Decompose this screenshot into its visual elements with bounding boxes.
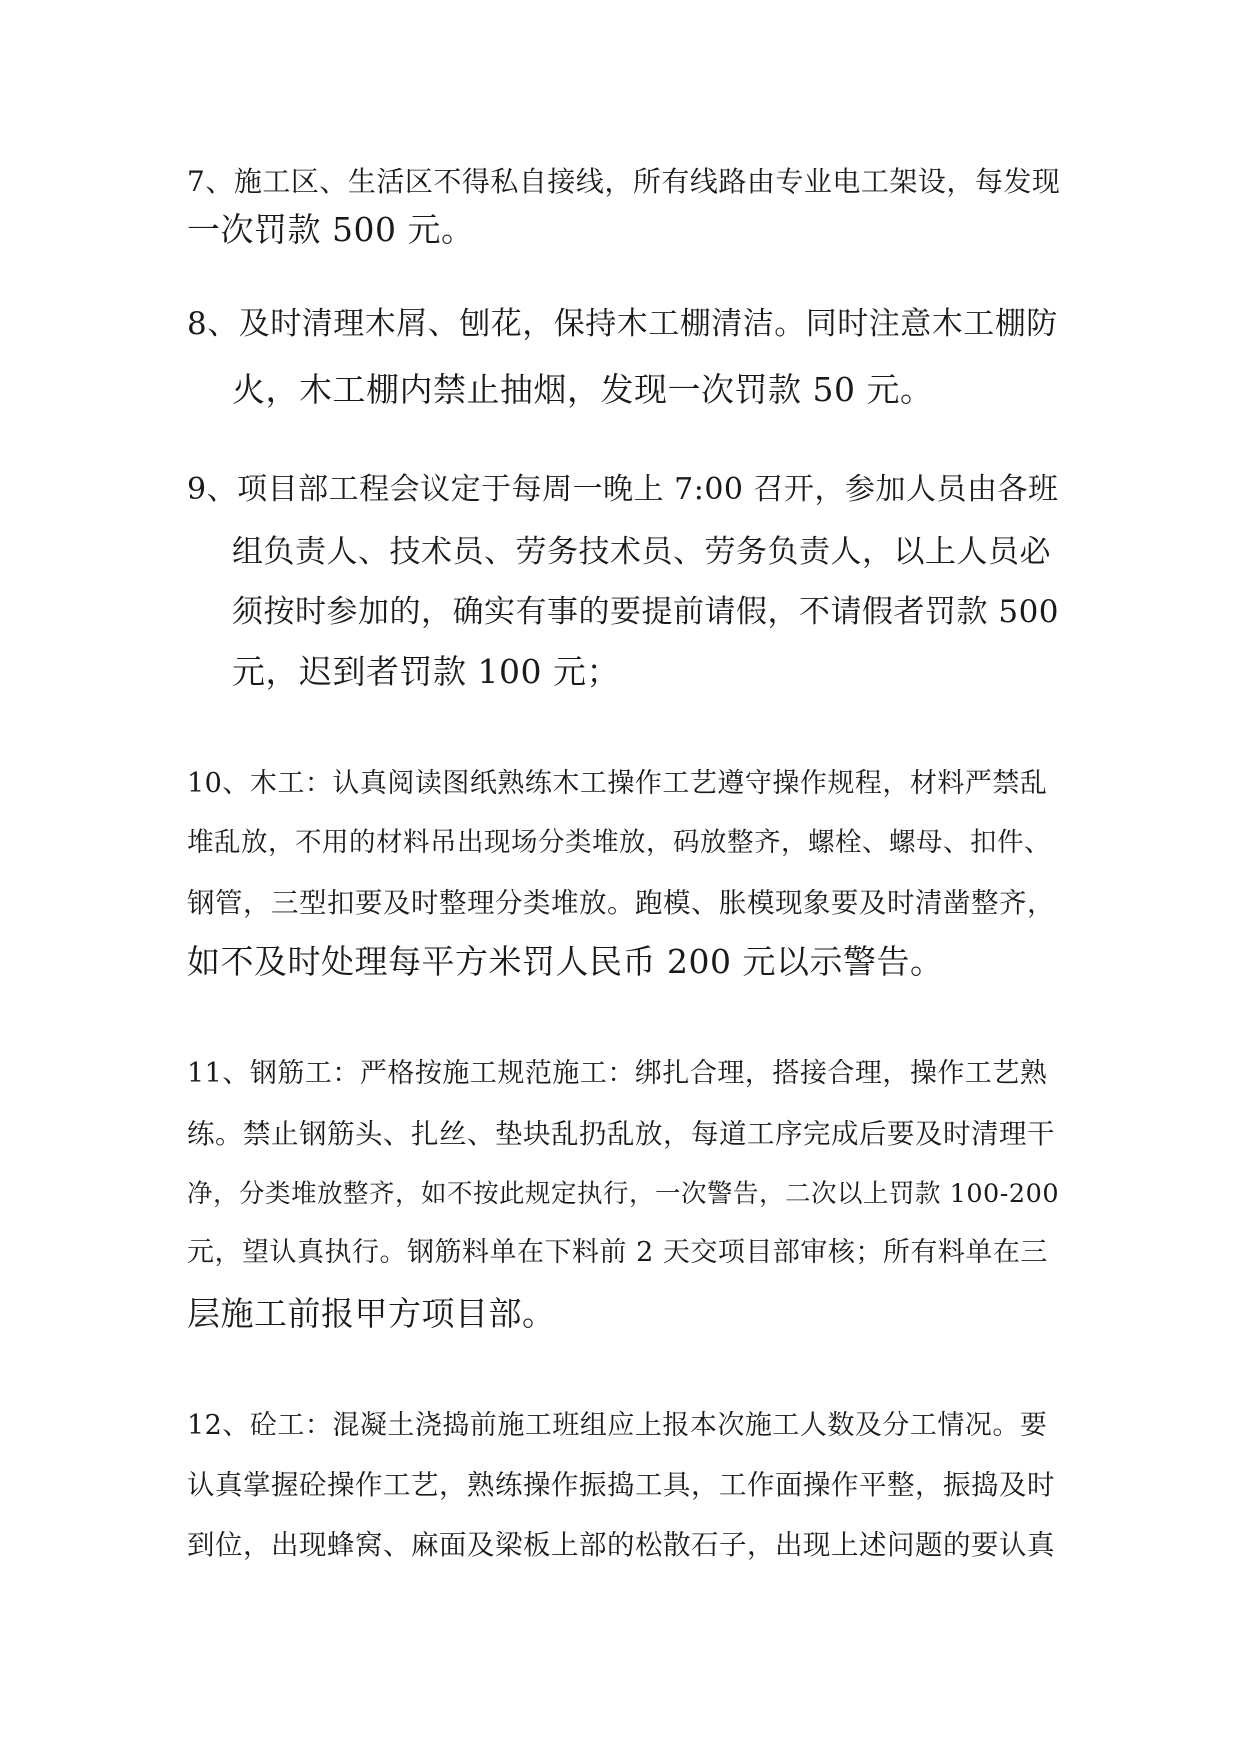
item-12-line-1: 12、砼工：混凝土浇捣前施工班组应上报本次施工人数及分工情况。要 <box>187 1410 1048 1441</box>
item-10-line-1: 10、木工：认真阅读图纸熟练木工操作工艺遵守操作规程，材料严禁乱 <box>187 768 1048 799</box>
item-8-line-1: 8、及时清理木屑、刨花，保持木工棚清洁。同时注意木工棚防 <box>187 306 1058 342</box>
item-10-line-2: 堆乱放，不用的材料吊出现场分类堆放，码放整齐，螺栓、螺母、扣件、 <box>187 827 1051 858</box>
item-7-line-1: 7、施工区、生活区不得私自接线，所有线路由专业电工架设，每发现 <box>187 165 1061 198</box>
item-7-line-2: 一次罚款 500 元。 <box>187 210 475 249</box>
item-9-line-1: 9、项目部工程会议定于每周一晚上 7:00 召开，参加人员由各班 <box>187 472 1059 507</box>
item-12-line-2: 认真掌握砼操作工艺，熟练操作振捣工具，工作面操作平整，振捣及时 <box>187 1469 1055 1501</box>
item-9-line-4: 元，迟到者罚款 100 元； <box>232 652 620 691</box>
item-12-line-3: 到位，出现蜂窝、麻面及梁板上部的松散石子，出现上述问题的要认真 <box>187 1529 1055 1561</box>
item-11-line-2: 练。禁止钢筋头、扎丝、垫块乱扔乱放，每道工序完成后要及时清理干 <box>187 1118 1055 1150</box>
item-11-line-3: 净，分类堆放整齐，如不按此规定执行，一次警告，二次以上罚款 100-200 <box>187 1179 1060 1209</box>
item-10-line-4: 如不及时处理每平方米罚人民币 200 元以示警告。 <box>187 942 944 981</box>
item-9-line-2: 组负责人、技术员、劳务技术员、劳务负责人，以上人员必 <box>232 534 1051 570</box>
item-11-line-1: 11、钢筋工：严格按施工规范施工：绑扎合理，搭接合理，操作工艺熟 <box>187 1058 1048 1089</box>
item-8-line-2: 火，木工棚内禁止抽烟，发现一次罚款 50 元。 <box>232 370 934 409</box>
item-9-line-3: 须按时参加的，确实有事的要提前请假，不请假者罚款 500 <box>232 594 1060 630</box>
item-11-line-4: 元，望认真执行。钢筋料单在下料前 2 天交项目部审核；所有料单在三 <box>187 1237 1048 1268</box>
item-11-line-5: 层施工前报甲方项目部。 <box>187 1294 556 1333</box>
item-10-line-3: 钢管，三型扣要及时整理分类堆放。跑模、胀模现象要及时清凿整齐， <box>187 887 1055 919</box>
